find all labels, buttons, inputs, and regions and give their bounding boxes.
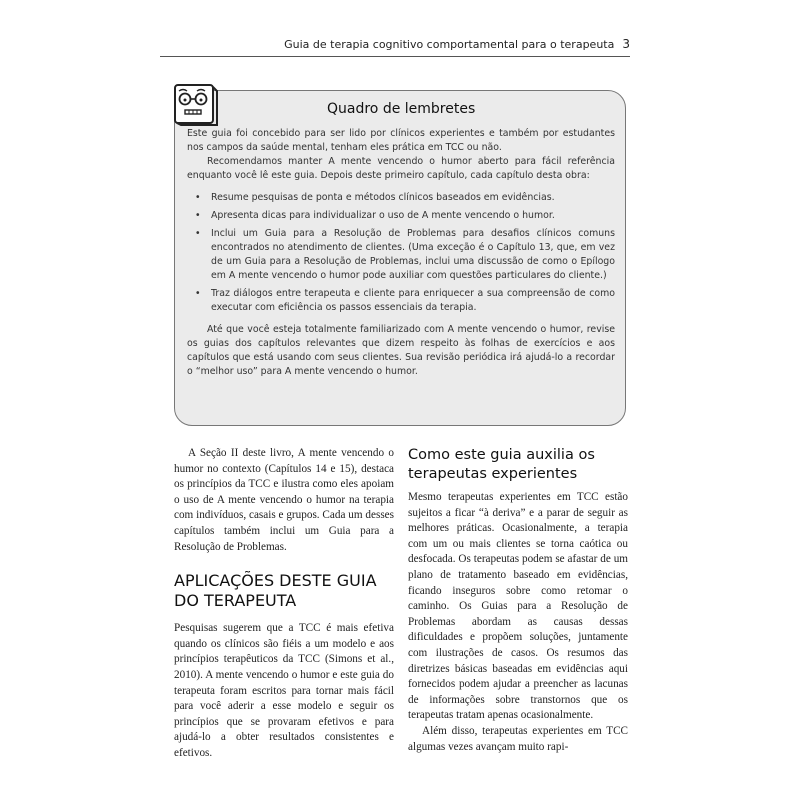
glasses-face-icon [167, 77, 221, 131]
left-column [174, 446, 394, 762]
running-head [160, 32, 630, 57]
left-paragraph-1: A Seção II deste livro, A mente vencendo o humor no contexto (Capítulos 14 e 15), destaca os princípios da TCC e ilustra como eles apoiam o uso de A mente vencendo o humor na terapia com indivíduos, casais e grupos. Cada um desses capítulos também inclui um Guia para a Resolução de Problemas. [174, 447, 394, 553]
reminder-closing: Até que você esteja totalmente familiarizado com A mente vencendo o humor, revise os guias dos capítulos relevantes que dizem respeito às folhas de exercícios e aos capítulos que está usando com seus clientes. Sua revisão periódica irá ajudá-lo a recordar o “melhor uso” para A mente vencendo o humor. [187, 324, 615, 377]
subsection-heading: Como este guia auxilia os terapeutas experientes [408, 447, 595, 482]
right-paragraph-2: Além disso, terapeutas experientes em TCC algumas vezes avançam muito rapi- [408, 724, 628, 753]
reminder-box-body [187, 127, 615, 379]
reminder-list-item: • Resume pesquisas de ponta e métodos clínicos baseados em evidências. [205, 191, 615, 205]
reminder-box [174, 90, 626, 426]
reminder-list-item: • Inclui um Guia para a Resolução de Problemas para desafios clínicos comuns encontrados no atendimento de clientes. (Uma exceção é o Capítulo 13, que, em vez de um Guia para a Resolução de Problemas, inclui uma discussão de como o Epílogo em A mente vencendo o humor pode auxiliar com questões particulares do cliente.) [205, 227, 615, 283]
left-paragraph-2: Pesquisas sugerem que a TCC é mais efetiva quando os clínicos são fiéis a um modelo e aos princípios terapêuticos da TCC (Simons et al., 2010). A mente vencendo o humor e este guia do terapeuta foram escritos para tornar mais fácil para você aderir a esse modelo e seguir os princípios que se provaram efetivos e para ajudá-lo a obter resultados consistentes e efetivos. [174, 622, 394, 759]
right-column [408, 446, 628, 755]
reminder-list [187, 191, 615, 315]
section-heading: APLICAÇÕES DESTE GUIA DO TERAPEUTA [174, 571, 377, 611]
reminder-list-item: • Apresenta dicas para individualizar o uso de A mente vencendo o humor. [205, 209, 615, 223]
reminder-box-title: Quadro de lembretes [327, 101, 476, 117]
right-paragraph-1: Mesmo terapeutas experientes em TCC estão sujeitos a ficar “à deriva” e a parar de seguir as melhores práticas. Ocasionalmente, a terapia com um ou mais clientes se torna caótica ou desfocada. Os terapeutas podem se afastar de um plano de tratamento baseado em evidências, ficando inseguros sobre como retomar o caminho. Os Guias para a Resolução de Problemas abordam as causas dessas dificuldades e propõem soluções, juntamente com ilustrações de casos. Os resumos das diretrizes básicas baseadas em evidências aqui fornecidos podem ajudar a preencher as lacunas de informações sobre transtornos que os terapeutas tratam apenas ocasionalmente. [408, 491, 628, 722]
reminder-intro-1: Este guia foi concebido para ser lido por clínicos experientes e também por estudantes nos campos da saúde mental, tenham eles prática em TCC ou não. [187, 128, 615, 153]
running-head-title: Guia de terapia cognitivo comportamental para o terapeuta [284, 37, 615, 51]
reminder-list-item: • Traz diálogos entre terapeuta e cliente para enriquecer a sua compreensão de como executar com eficiência os passos essenciais da terapia. [205, 287, 615, 315]
page-number: 3 [622, 37, 630, 51]
reminder-intro-2: Recomendamos manter A mente vencendo o humor aberto para fácil referência enquanto você lê este guia. Depois deste primeiro capítulo, cada capítulo desta obra: [187, 156, 615, 181]
